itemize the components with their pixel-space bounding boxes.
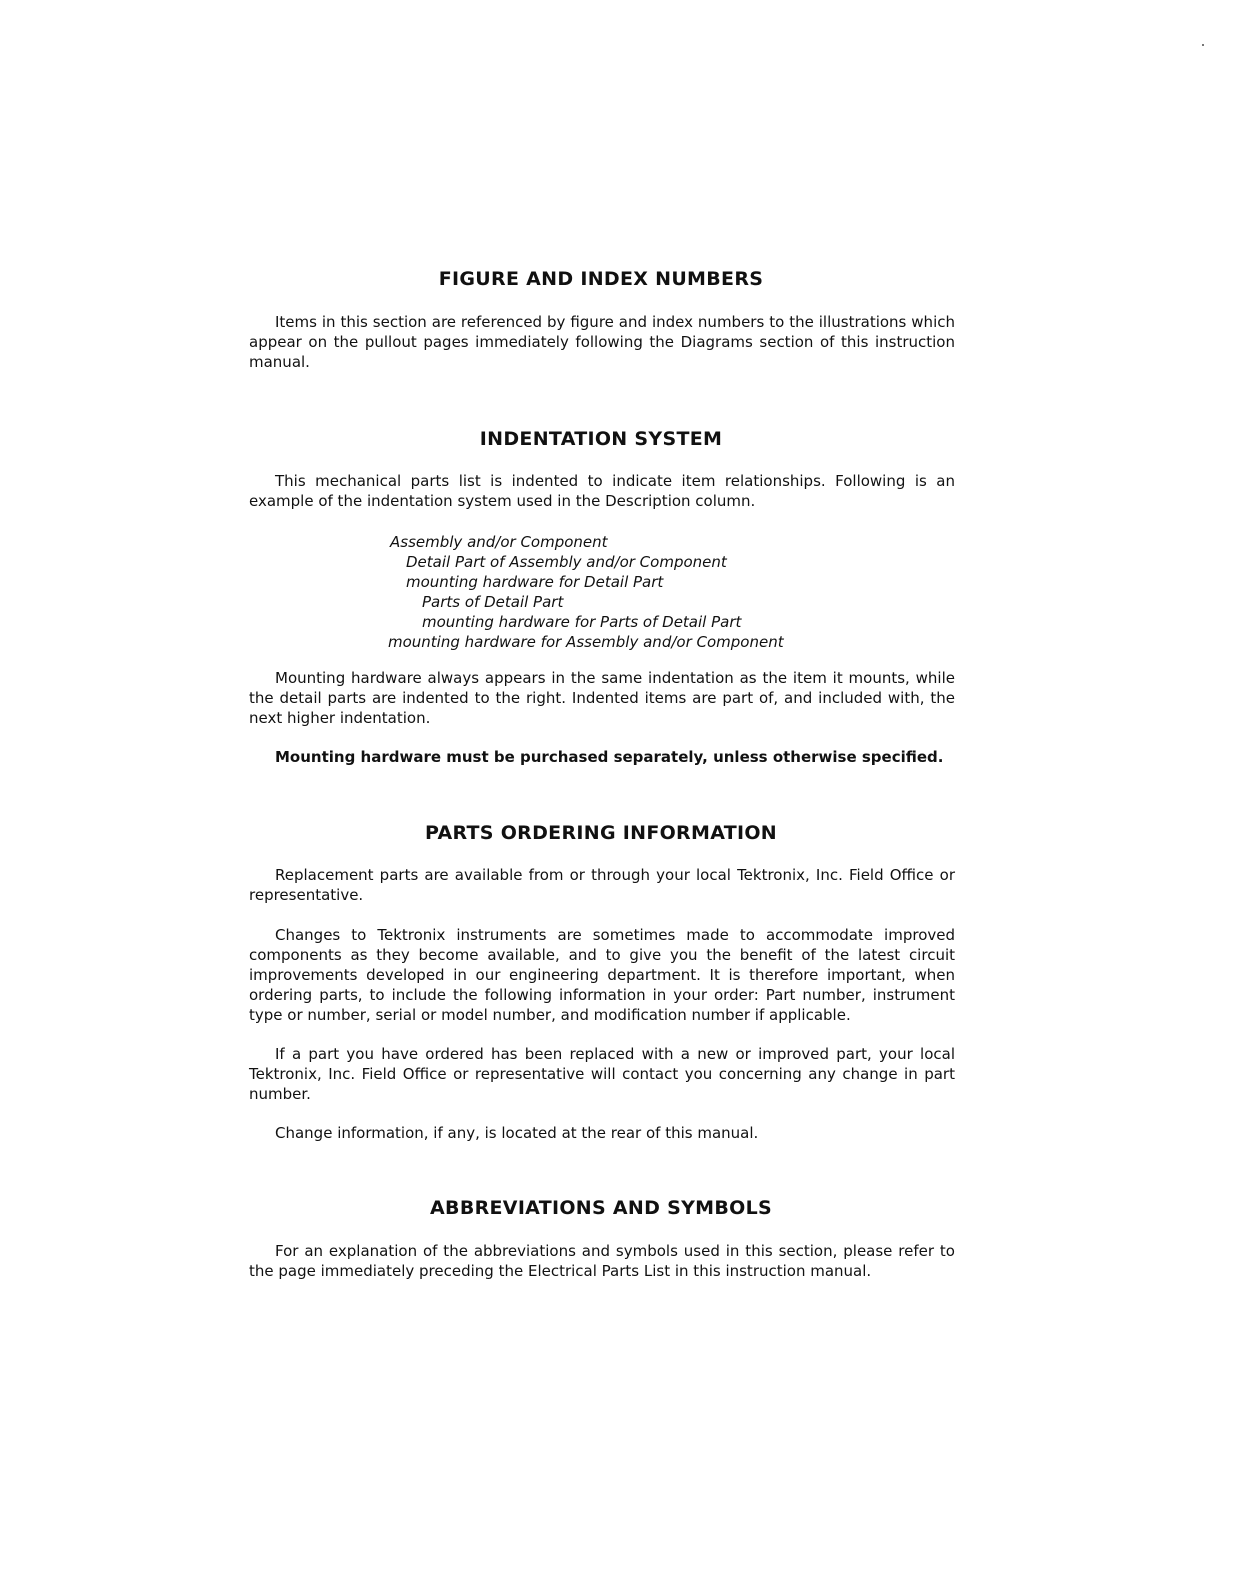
abbreviations-paragraph: For an explanation of the abbreviations and symbols used in this section, please refer to the page immediately preceding the Electrical Parts List in this instruction manual. <box>249 1242 955 1280</box>
scan-speck <box>1202 44 1204 46</box>
indentation-intro-paragraph: This mechanical parts list is indented to indicate item relationships. Following is an example of the indentation system used in the Description column. <box>249 472 955 510</box>
figure-index-heading: FIGURE AND INDEX NUMBERS <box>438 268 764 290</box>
indentation-example-line: mounting hardware for Detail Part <box>406 573 664 591</box>
figure-index-paragraph: Items in this section are referenced by figure and index numbers to the illustrations which appear on the pullout pages immediately following the Diagrams section of this instruction manual. <box>249 313 955 371</box>
ordering-paragraph-1: Replacement parts are available from or through your local Tektronix, Inc. Field Office or representative. <box>249 866 955 904</box>
indentation-example-line: mounting hardware for Parts of Detail Part <box>422 613 742 631</box>
indentation-example-line: mounting hardware for Assembly and/or Component <box>388 633 784 651</box>
ordering-paragraph-3: If a part you have ordered has been replaced with a new or improved part, your local Tektronix, Inc. Field Office or representative will contact you concerning any change in part number. <box>249 1045 955 1103</box>
indentation-after-paragraph: Mounting hardware always appears in the same indentation as the item it mounts, while the detail parts are indented to the right. Indented items are part of, and included with, the next higher indentation. <box>249 669 955 727</box>
document-page <box>245 0 957 1590</box>
indentation-example-line: Parts of Detail Part <box>422 593 564 611</box>
indentation-example <box>388 532 784 652</box>
indentation-example-line: Assembly and/or Component <box>390 533 608 551</box>
ordering-paragraph-2: Changes to Tektronix instruments are sometimes made to accommodate improved components as they become available, and to give you the benefit of the latest circuit improvements developed in our engineering department. It is therefore important, when ordering parts, to include the following information in your order: Part number, instrument type or number, serial or model number, and modification number if applicable. <box>249 926 955 1024</box>
ordering-heading: PARTS ORDERING INFORMATION <box>424 822 778 844</box>
mounting-hardware-notice: Mounting hardware must be purchased separately, unless otherwise specified. <box>275 748 944 766</box>
abbreviations-heading: ABBREVIATIONS AND SYMBOLS <box>430 1197 772 1219</box>
ordering-paragraph-4: Change information, if any, is located at the rear of this manual. <box>275 1124 759 1142</box>
indentation-example-line: Detail Part of Assembly and/or Component <box>406 553 727 571</box>
indentation-heading: INDENTATION SYSTEM <box>479 428 723 450</box>
